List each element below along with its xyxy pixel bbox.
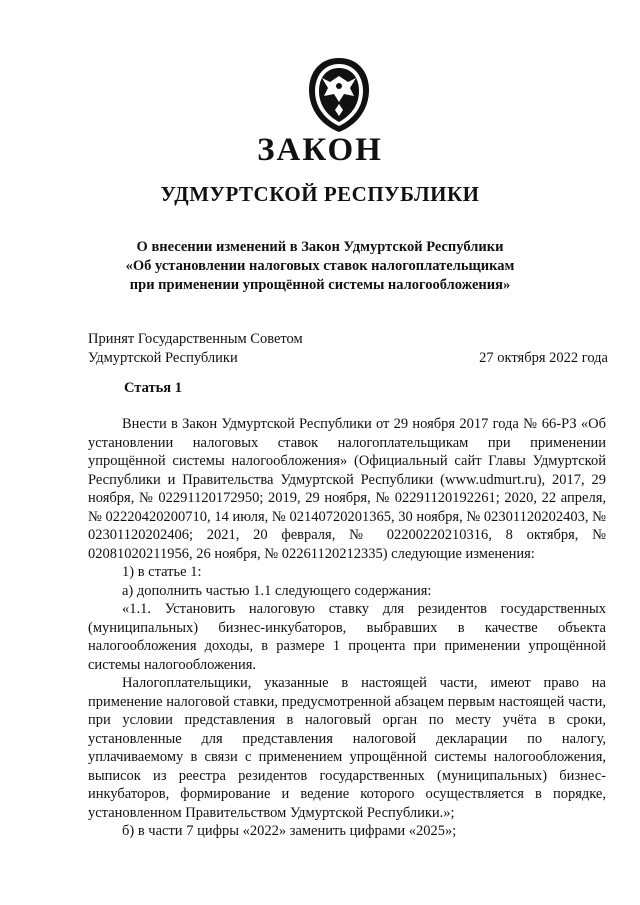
law-name: [0, 238, 640, 295]
document-subtitle: УДМУРТСКОЙ РЕСПУБЛИКИ: [160, 182, 480, 206]
article-paragraph: Внести в Закон Удмуртской Республики от 29 ноября 2017 года № 66-РЗ «Об установлении налоговых ставок налогоплательщикам при применении упрощённой системы налогообложения» (Официальный сайт Главы Удмуртской Республики и Правительства Удмуртской Республики (www.udmurt.ru), 2017, 29 ноября, № 02291120172950; 2019, 29 ноября, № 02291120192261; 2020, 22 апреля, № 02220420200710, 14 июля, № 02140720201365, 30 ноября, № 02301120202403, № 02301120202406; 2021, 20 февраля, № 02200220210316, 8 октября, № 02081020211956, 26 ноября, № 02261120212335) следующие изменения:: [88, 416, 606, 562]
article-paragraph: «1.1. Установить налоговую ставку для резидентов государственных (муниципальных) бизнес-инкубаторов, выбравших в качестве объекта налогообложения доходы, в размере 1 процента при применении упрощённой системы налогообложения.: [88, 601, 606, 673]
coat-of-arms-emblem: [306, 56, 372, 134]
adoption-date: 27 октября 2022 года: [479, 350, 608, 366]
article-paragraph: б) в части 7 цифры «2022» заменить цифрами «2025»;: [122, 823, 457, 839]
adoption-line: Удмуртской Республики: [88, 350, 238, 366]
article-paragraph: Налогоплательщики, указанные в настоящей части, имеют право на применение налоговой ставки, предусмотренной абзацем первым настоящей части, при условии представления в налоговый орган по месту учёта в сроки, установленные для представления налоговой декларации по налогу, уплачиваемому в связи с применением упрощённой системы налогообложения, выписок из реестра резидентов государственных (муниципальных) бизнес-инкубаторов, формирование и ведение которого осуществляется в порядке, установленном Правительством Удмуртской Республики.»;: [88, 675, 606, 821]
law-name-line: О внесении изменений в Закон Удмуртской Республики: [136, 239, 504, 255]
law-name-line: «Об установлении налоговых ставок налогоплательщикам: [125, 258, 515, 274]
article-heading: Статья 1: [124, 380, 182, 396]
adoption-line: Принят Государственным Советом: [88, 331, 303, 347]
article-body: [88, 415, 606, 841]
document-title: ЗАКОН: [257, 132, 383, 168]
adoption-block: [88, 330, 608, 368]
article-paragraph: 1) в статье 1:: [122, 564, 202, 580]
law-name-line: при применении упрощённой системы налогообложения»: [129, 277, 511, 293]
article-paragraph: а) дополнить частью 1.1 следующего содержания:: [122, 582, 432, 599]
